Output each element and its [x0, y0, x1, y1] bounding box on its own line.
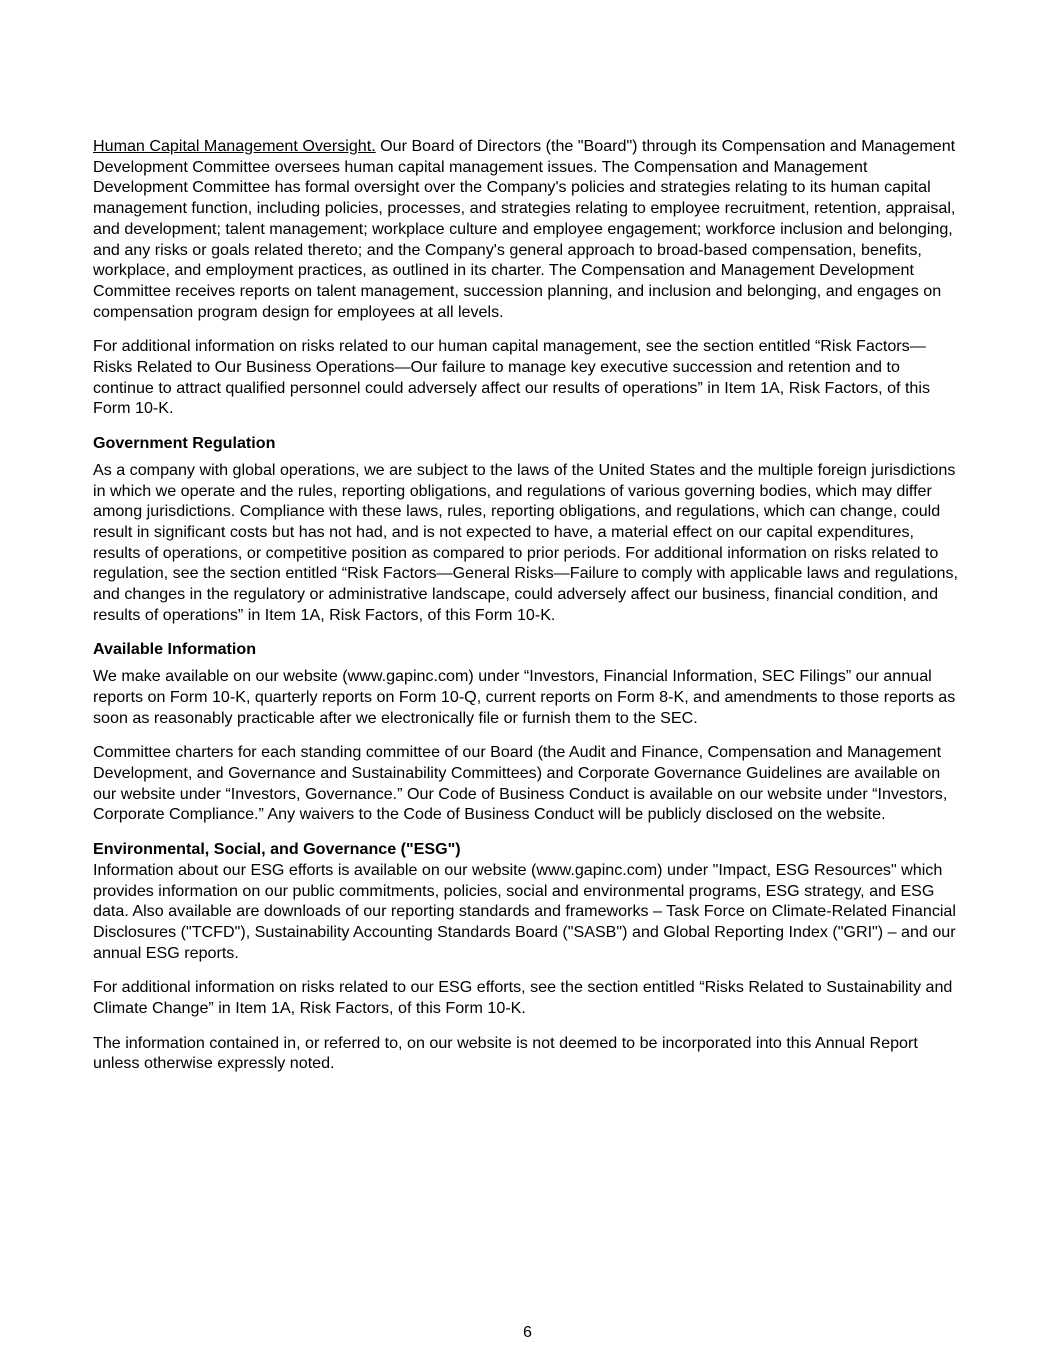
avail-info-paragraph-2: Committee charters for each standing committee of our Board (the Audit and Finance, Compensation and Management Development, and Governance and Sustainability Committees) and Corporate Governance Guidelines are available on our website under “Investors, Governance.” Our Code of Business Conduct is available on our website under “Investors, Corporate Compliance.” Any waivers to the Code of Business Conduct will be publicly disclosed on the website. — [93, 743, 948, 824]
esg-paragraph-3: The information contained in, or referred to, on our website is not deemed to be incorporated into this Annual Report unless otherwise expressly noted. — [93, 1033, 918, 1073]
hcm-title: Human Capital Management Oversight. — [93, 137, 376, 155]
hcm-risks-paragraph: For additional information on risks related to our human capital management, see the section entitled “Risk Factors—Risks Related to Our Business Operations—Our failure to manage key executive succession and retention and to continue to attract qualified personnel could adversely affect our results of operations” in Item 1A, Risk Factors, of this Form 10-K. — [93, 337, 931, 418]
hcm-body: Our Board of Directors (the "Board") through its Compensation and Management Development Committee oversees human capital management issues. The Compensation and Management Development Committee has formal oversight over the Company's policies and strategies relating to its human capital management function, including policies, processes, and strategies relating to employee recruitment, retention, appraisal, and development; talent management; workplace culture and employee engagement; workforce inclusion and belonging, and any risks or goals related thereto; and the Company's general approach to broad-based compensation, benefits, workplace, and employment practices, as outlined in its charter. The Compensation and Management Development Committee receives reports on talent management, succession planning, and inclusion and belonging, and engages on compensation program design for employees at all levels. — [93, 137, 956, 321]
gov-reg-paragraph: As a company with global operations, we are subject to the laws of the United States and the multiple foreign jurisdictions in which we operate and the rules, reporting obligations, and regulations of various governing bodies, which may differ among jurisdictions. Compliance with these laws, rules, reporting obligations, and regulations, which can change, could result in significant costs but has not had, and is not expected to have, a material effect on our capital expenditures, results of operations, or competitive position as compared to prior periods. For additional information on risks related to regulation, see the section entitled “Risk Factors—General Risks—Failure to comply with applicable laws and regulations, and changes in the regulatory or administrative landscape, could adversely affect our business, financial condition, and results of operations” in Item 1A, Risk Factors, of this Form 10-K. — [93, 460, 958, 624]
esg-heading: Environmental, Social, and Governance ("ESG") — [93, 840, 461, 859]
page-number: 6 — [523, 1323, 532, 1341]
document-body — [93, 136, 965, 1074]
avail-info-heading: Available Information — [93, 640, 257, 659]
avail-info-paragraph-1: We make available on our website (www.gapinc.com) under “Investors, Financial Information, SEC Filings” our annual reports on Form 10-K, quarterly reports on Form 10-Q, current reports on Form 8-K, and amendments to those reports as soon as reasonably practicable after we electronically file or furnish them to the SEC. — [93, 667, 956, 727]
hcm-paragraph — [93, 136, 965, 322]
gov-reg-heading: Government Regulation — [93, 434, 276, 453]
esg-paragraph-2: For additional information on risks related to our ESG efforts, see the section entitled “Risks Related to Sustainability and Climate Change” in Item 1A, Risk Factors, of this Form 10-K. — [93, 978, 953, 1018]
esg-paragraph-1: Information about our ESG efforts is available on our website (www.gapinc.com) under "Impact, ESG Resources" which provides information on our public commitments, policies, social and environmental programs, ESG strategy, and ESG data. Also available are downloads of our reporting standards and frameworks – Task Force on Climate-Related Financial Disclosures ("TCFD"), Sustainability Accounting Standards Board ("SASB") and Global Reporting Index ("GRI") – and our annual ESG reports. — [93, 860, 956, 962]
